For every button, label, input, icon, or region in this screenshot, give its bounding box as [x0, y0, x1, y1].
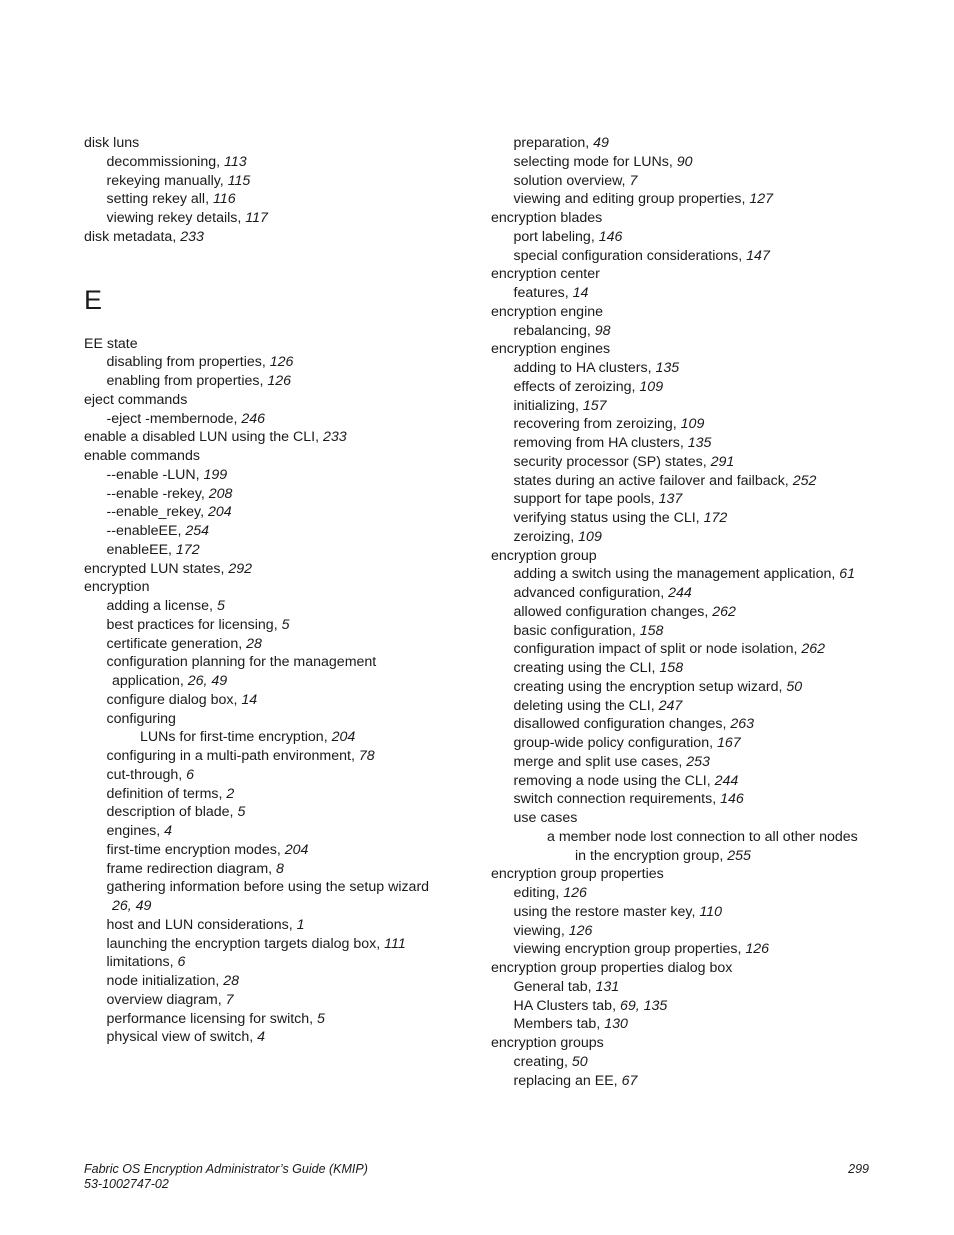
- index-entry: enableEE, 172: [106, 541, 200, 558]
- index-term: a member node lost connection to all other nodes: [547, 828, 858, 845]
- index-term: creating: [513, 1053, 564, 1070]
- index-page-ref: 6: [177, 954, 186, 971]
- index-page-ref: 262: [801, 641, 826, 658]
- index-term: gathering information before using the setup wizard: [106, 879, 430, 896]
- index-term: removing from HA clusters: [513, 435, 680, 451]
- index-entry: recovering from zeroizing, 109: [513, 416, 705, 433]
- index-page-ref: 126: [563, 885, 587, 901]
- index-entry: [491, 959, 891, 978]
- index-page-ref: 147: [746, 247, 770, 264]
- index-page-ref: 208: [208, 485, 233, 502]
- index-page-ref: 158: [659, 660, 684, 676]
- index-page-ref: 252: [792, 472, 817, 489]
- index-term: recovering from zeroizing: [513, 416, 673, 433]
- index-entry: [84, 897, 464, 916]
- index-entry: -eject -membernode, 246: [106, 410, 266, 427]
- index-page-ref: 126: [267, 373, 292, 389]
- index-entry: definition of terms, 2: [106, 785, 235, 802]
- index-page-ref: 137: [658, 491, 683, 508]
- index-page-ref: 1: [296, 916, 305, 933]
- index-page-ref: 115: [227, 172, 251, 189]
- index-term: adding a license: [106, 598, 210, 614]
- index-term: first-time encryption modes: [106, 841, 277, 858]
- index-page-ref: 172: [703, 510, 728, 526]
- index-entry: rekeying manually, 115: [106, 172, 251, 189]
- index-term: encryption group properties: [491, 866, 664, 883]
- section-letter: E: [84, 284, 103, 315]
- index-entry: setting rekey all, 116: [106, 191, 236, 208]
- index-term: Members tab: [513, 1016, 597, 1033]
- index-term: viewing encryption group properties: [513, 941, 738, 958]
- footer-title: Fabric OS Encryption Administrator’s Guide (KMIP): [84, 1162, 368, 1176]
- index-entry: creating using the CLI, 158: [513, 660, 684, 676]
- index-page-ref: 172: [175, 541, 200, 558]
- index-left-column: [84, 134, 464, 1047]
- index-page-ref: 109: [680, 416, 705, 433]
- index-entry: viewing, 126: [513, 922, 593, 939]
- index-term: encryption center: [491, 266, 600, 283]
- index-page-ref: 67: [621, 1072, 638, 1089]
- index-entry: decommissioning, 113: [106, 153, 247, 170]
- index-term: selecting mode for LUNs: [513, 153, 669, 170]
- index-entry: configuring in a multi-path environment, 78: [106, 748, 375, 764]
- index-term: HA Clusters tab: [513, 997, 613, 1014]
- index-entry: limitations, 6: [106, 954, 186, 971]
- index-entry: enable a disabled LUN using the CLI, 233: [84, 429, 347, 446]
- index-page-ref: 126: [568, 922, 593, 939]
- index-entry: best practices for licensing, 5: [106, 616, 290, 633]
- index-page-ref: 146: [598, 228, 623, 245]
- index-page-ref: 7: [629, 172, 638, 189]
- index-page-ref: 253: [686, 753, 710, 770]
- index-page-ref: 26, 49: [112, 898, 152, 914]
- index-page-ref: 255: [727, 847, 751, 864]
- index-term: cut-through: [106, 766, 179, 783]
- index-entry: using the restore master key, 110: [513, 903, 722, 920]
- index-entry: security processor (SP) states, 291: [513, 453, 735, 470]
- index-entry: merge and split use cases, 253: [513, 753, 710, 770]
- index-entry: [491, 865, 891, 884]
- index-page-ref: 158: [639, 622, 664, 639]
- index-entry: application, 26, 49: [112, 673, 228, 689]
- index-entry: overview diagram, 7: [106, 991, 234, 1008]
- index-page-ref: 5: [216, 598, 225, 614]
- index-entry: --enable -rekey, 208: [106, 485, 233, 502]
- index-entry: advanced configuration, 244: [513, 585, 692, 601]
- index-term: eject commands: [84, 391, 188, 408]
- index-entry: support for tape pools, 137: [513, 491, 683, 508]
- index-term: viewing: [513, 922, 561, 939]
- index-term: LUNs for first-time encryption: [140, 729, 324, 746]
- index-entry: special configuration considerations, 147: [513, 247, 770, 264]
- index-term: replacing an EE: [513, 1072, 614, 1089]
- index-entry: port labeling, 146: [513, 228, 623, 245]
- index-term: physical view of switch: [106, 1029, 250, 1046]
- index-page-ref: 233: [323, 429, 347, 446]
- index-page-ref: 126: [745, 941, 770, 958]
- index-entry: first-time encryption modes, 204: [106, 841, 309, 858]
- index-page-ref: 109: [639, 378, 664, 395]
- index-term: creating using the encryption setup wizard: [513, 678, 779, 695]
- index-page-ref: 247: [658, 697, 683, 714]
- index-term: basic configuration: [513, 622, 632, 639]
- index-entry: [491, 340, 891, 359]
- index-term: rekeying manually: [106, 172, 220, 189]
- index-term: overview diagram: [106, 991, 218, 1008]
- index-term: support for tape pools: [513, 491, 651, 508]
- index-entry: [84, 653, 464, 672]
- index-term: enabling from properties: [106, 373, 260, 389]
- footer-doc-number: 53-1002747-02: [84, 1177, 169, 1191]
- index-entry: cut-through, 6: [106, 766, 195, 783]
- index-entry: General tab, 131: [513, 978, 620, 995]
- index-term: EE state: [84, 335, 138, 352]
- index-entry: creating, 50: [513, 1053, 588, 1070]
- index-entry: host and LUN considerations, 1: [106, 916, 305, 933]
- index-entry: states during an active failover and failback, 252: [513, 472, 817, 489]
- index-term: frame redirection diagram: [106, 860, 269, 877]
- index-entries-d: [84, 134, 464, 247]
- index-term: --enableEE: [106, 523, 178, 539]
- index-term: encryption group properties dialog box: [491, 960, 733, 976]
- index-page-ref: 98: [594, 322, 611, 339]
- index-entry: creating using the encryption setup wizard, 50: [513, 678, 803, 695]
- index-page-ref: 204: [331, 729, 356, 746]
- index-entry: [491, 303, 891, 322]
- index-entry: adding a license, 5: [106, 598, 225, 614]
- index-page-ref: 167: [716, 735, 741, 751]
- index-term: merge and split use cases: [513, 753, 679, 770]
- index-page-ref: 113: [224, 153, 247, 170]
- index-term: setting rekey all: [106, 191, 206, 208]
- index-entry: removing a node using the CLI, 244: [513, 772, 739, 789]
- index-term: deleting using the CLI: [513, 697, 651, 714]
- index-term: advanced configuration: [513, 585, 661, 601]
- index-page-ref: 5: [281, 616, 290, 633]
- index-page-ref: 157: [582, 397, 607, 414]
- index-term: encryption engine: [491, 303, 604, 320]
- index-page-ref: 28: [223, 973, 240, 989]
- index-page-ref: 130: [604, 1016, 628, 1033]
- index-page-ref: 199: [203, 466, 228, 483]
- index-entry: [84, 447, 464, 466]
- index-entry: [84, 578, 464, 597]
- index-entry: zeroizing, 109: [513, 528, 602, 545]
- index-page-ref: 127: [749, 191, 773, 208]
- index-term: solution overview: [513, 172, 622, 189]
- index-entry: [84, 134, 464, 153]
- index-term: limitations: [106, 954, 170, 971]
- index-term: General tab: [513, 978, 588, 995]
- index-term: disallowed configuration changes: [513, 716, 723, 733]
- index-term: disk luns: [84, 135, 140, 151]
- index-page-ref: 244: [668, 585, 692, 601]
- index-page-ref: 146: [720, 791, 744, 808]
- index-page-ref: 90: [676, 153, 693, 170]
- index-page-ref: 111: [384, 935, 406, 952]
- index-term: --enable_rekey: [106, 504, 201, 521]
- index-entry: editing, 126: [513, 885, 587, 901]
- index-term: disk metadata: [84, 228, 173, 245]
- index-entry: [491, 828, 891, 847]
- index-page-ref: 69, 135: [619, 997, 668, 1014]
- index-page-ref: 116: [212, 191, 236, 208]
- index-page-ref: 28: [246, 635, 262, 652]
- index-page-ref: 7: [225, 991, 234, 1008]
- index-entry: --enable -LUN, 199: [106, 466, 228, 483]
- index-term: configure dialog box: [106, 691, 234, 708]
- index-entry: initializing, 157: [513, 397, 607, 414]
- index-term: group-wide policy configuration: [513, 735, 710, 751]
- index-term: enableEE: [106, 541, 169, 558]
- index-term: in the encryption group: [575, 847, 720, 864]
- index-entry: description of blade, 5: [106, 804, 246, 821]
- index-page-ref: 26, 49: [187, 673, 228, 689]
- index-entries-e: [84, 335, 464, 1048]
- index-page-ref: 233: [180, 228, 204, 245]
- index-entry: configure dialog box, 14: [106, 691, 258, 708]
- index-term: using the restore master key: [513, 903, 692, 920]
- footer-page-number: 299: [848, 1162, 869, 1176]
- index-entry: --enable_rekey, 204: [106, 504, 232, 521]
- index-term: definition of terms: [106, 785, 219, 802]
- index-term: security processor (SP) states: [513, 453, 703, 470]
- index-entry: --enableEE, 254: [106, 523, 210, 539]
- index-page-ref: 50: [571, 1053, 588, 1070]
- index-term: encryption blades: [491, 210, 603, 226]
- index-term: disabling from properties: [106, 354, 262, 371]
- index-term: removing a node using the CLI: [513, 772, 707, 789]
- index-term: configuration impact of split or node isolation: [513, 641, 794, 658]
- index-term: features: [513, 285, 565, 301]
- index-term: configuration planning for the management: [106, 654, 377, 671]
- index-entry: switch connection requirements, 146: [513, 791, 744, 808]
- index-term: states during an active failover and failback: [513, 472, 785, 489]
- index-term: initializing: [513, 397, 576, 414]
- index-entry: enabling from properties, 126: [106, 373, 292, 389]
- index-page-ref: 135: [687, 435, 712, 451]
- index-term: enable a disabled LUN using the CLI: [84, 429, 316, 446]
- index-entry: features, 14: [513, 285, 589, 301]
- index-term: zeroizing: [513, 528, 571, 545]
- index-page-ref: 78: [358, 748, 375, 764]
- index-entry: Members tab, 130: [513, 1016, 628, 1033]
- index-term: host and LUN considerations: [106, 916, 289, 933]
- index-page-ref: 14: [241, 691, 258, 708]
- index-entry: engines, 4: [106, 823, 172, 839]
- index-entry: effects of zeroizing, 109: [513, 378, 664, 395]
- index-entry: [84, 878, 464, 897]
- index-page-ref: 6: [186, 766, 195, 783]
- index-entry: [491, 809, 891, 828]
- index-term: port labeling: [513, 228, 591, 245]
- index-term: creating using the CLI: [513, 660, 652, 676]
- index-entry: solution overview, 7: [513, 172, 638, 189]
- index-page-ref: 110: [699, 903, 722, 920]
- index-term: certificate generation: [106, 635, 239, 652]
- index-term: --enable -rekey: [106, 485, 201, 502]
- index-entry: removing from HA clusters, 135: [513, 435, 712, 451]
- index-entry: replacing an EE, 67: [513, 1072, 638, 1089]
- index-term: decommissioning: [106, 153, 217, 170]
- index-term: --enable -LUN: [106, 466, 196, 483]
- index-term: configuring in a multi-path environment: [106, 748, 351, 764]
- index-entry: deleting using the CLI, 247: [513, 697, 683, 714]
- index-page-ref: 4: [164, 823, 172, 839]
- index-entry: viewing and editing group properties, 127: [513, 191, 773, 208]
- index-page-ref: 292: [228, 560, 252, 577]
- index-term: adding a switch using the management application: [513, 566, 832, 583]
- index-entry: frame redirection diagram, 8: [106, 860, 284, 877]
- index-entry: selecting mode for LUNs, 90: [513, 153, 693, 170]
- index-entry: [491, 265, 891, 284]
- index-entry: [84, 391, 464, 410]
- index-page-ref: 50: [786, 678, 803, 695]
- index-page-ref: 246: [241, 410, 266, 427]
- index-page-ref: 244: [714, 772, 739, 789]
- index-right-column: [491, 134, 891, 1090]
- index-term: use cases: [513, 810, 578, 826]
- index-term: encryption engines: [491, 341, 611, 358]
- index-term: application: [112, 673, 180, 689]
- index-term: best practices for licensing: [106, 616, 274, 633]
- index-entry: viewing rekey details, 117: [106, 210, 268, 226]
- index-entry: [491, 1034, 891, 1053]
- index-term: node initialization: [106, 973, 216, 989]
- index-page-ref: 8: [276, 860, 284, 877]
- index-page-ref: 262: [712, 603, 736, 620]
- index-term: encrypted LUN states: [84, 560, 221, 577]
- index-entry: encrypted LUN states, 292: [84, 560, 252, 577]
- index-entry: preparation, 49: [513, 135, 609, 151]
- index-term: encryption: [84, 579, 150, 596]
- index-page-ref: 117: [245, 210, 268, 226]
- index-entry: LUNs for first-time encryption, 204: [140, 729, 356, 746]
- index-term: encryption group: [491, 547, 597, 564]
- index-page-ref: 204: [284, 841, 309, 858]
- index-entry: physical view of switch, 4: [106, 1029, 265, 1046]
- index-term: effects of zeroizing: [513, 378, 632, 395]
- index-entry: launching the encryption targets dialog box, 111: [106, 935, 406, 952]
- index-term: viewing rekey details: [106, 210, 238, 226]
- index-entry: group-wide policy configuration, 167: [513, 735, 741, 751]
- index-page-ref: 5: [237, 804, 246, 821]
- index-page-ref: 254: [185, 523, 210, 539]
- index-page-ref: 49: [593, 135, 609, 151]
- index-term: editing: [513, 885, 556, 901]
- index-entry: adding to HA clusters, 135: [513, 360, 680, 376]
- index-term: encryption groups: [491, 1035, 604, 1051]
- index-term: switch connection requirements: [513, 791, 713, 808]
- index-entry: certificate generation, 28: [106, 635, 262, 652]
- index-term: adding to HA clusters: [513, 360, 648, 376]
- index-page-ref: 204: [207, 504, 232, 521]
- index-entry: viewing encryption group properties, 126: [513, 941, 770, 958]
- index-term: performance licensing for switch: [106, 1010, 310, 1027]
- index-term: rebalancing: [513, 322, 587, 339]
- index-entry: performance licensing for switch, 5: [106, 1010, 325, 1027]
- index-entry: [491, 209, 891, 228]
- index-entry: basic configuration, 158: [513, 622, 664, 639]
- index-term: verifying status using the CLI: [513, 510, 696, 526]
- index-entry: HA Clusters tab, 69, 135: [513, 997, 668, 1014]
- index-entry: rebalancing, 98: [513, 322, 611, 339]
- index-term: allowed configuration changes: [513, 603, 705, 620]
- index-page-ref: 135: [655, 360, 680, 376]
- index-page-ref: 131: [595, 978, 620, 995]
- index-page-ref: 61: [839, 566, 856, 583]
- index-term: -eject -membernode: [106, 410, 234, 427]
- index-entry: [84, 335, 464, 354]
- index-term: special configuration considerations: [513, 247, 739, 264]
- index-entry: adding a switch using the management application, 61: [513, 566, 856, 583]
- index-page-ref: 4: [257, 1029, 265, 1046]
- index-term: preparation: [513, 135, 586, 151]
- index-term: enable commands: [84, 448, 200, 464]
- index-term: description of blade: [106, 804, 230, 821]
- index-page-ref: 109: [578, 528, 602, 545]
- index-term: launching the encryption targets dialog box: [106, 935, 377, 952]
- index-term: configuring: [106, 710, 176, 727]
- index-page-ref: 2: [226, 785, 235, 802]
- index-entry: verifying status using the CLI, 172: [513, 510, 728, 526]
- index-page-ref: 126: [269, 354, 294, 371]
- index-entry: disallowed configuration changes, 263: [513, 716, 755, 733]
- index-entry: disabling from properties, 126: [106, 354, 294, 371]
- index-entry: node initialization, 28: [106, 973, 240, 989]
- index-entry: in the encryption group, 255: [575, 847, 751, 864]
- index-entry: configuration impact of split or node isolation, 262: [513, 641, 826, 658]
- index-entry: [84, 710, 464, 729]
- index-page-ref: 5: [317, 1010, 325, 1027]
- index-entry: disk metadata, 233: [84, 228, 204, 245]
- index-page-ref: 291: [710, 453, 735, 470]
- index-page-ref: 14: [572, 285, 589, 301]
- index-term: viewing and editing group properties: [513, 191, 742, 208]
- index-entry: [491, 547, 891, 566]
- index-term: engines: [106, 823, 157, 839]
- index-page-ref: 263: [730, 716, 755, 733]
- index-entry: allowed configuration changes, 262: [513, 603, 736, 620]
